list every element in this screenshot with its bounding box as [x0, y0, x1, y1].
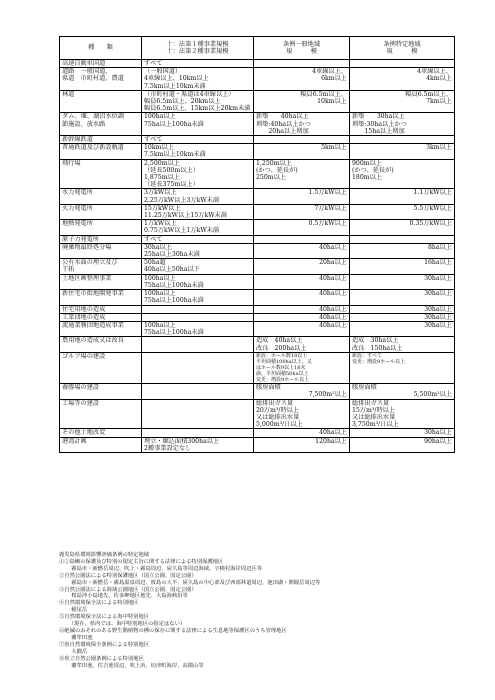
row-general-cell	[254, 113, 350, 136]
row-type-label: 地熱発電所	[62, 220, 93, 228]
note-line: ⑧県立自然公園条例による特別地区	[59, 655, 144, 662]
row-law-value: 7.5km以上10km未満	[144, 82, 206, 90]
row-special-cell	[350, 321, 455, 336]
row-special-cell	[350, 136, 455, 144]
notes-section	[59, 552, 459, 669]
row-special-value: 1.1万kW以上	[413, 189, 452, 197]
row-general-value: 5km以上	[321, 144, 347, 152]
row-special-value: 30ha以上	[424, 305, 452, 313]
row-general-value: 10km以上	[317, 98, 347, 106]
row-law-value: 100ha以上	[144, 321, 176, 329]
row-special-cell	[350, 290, 455, 305]
row-general-value: 総排出ガス量	[256, 399, 294, 407]
row-special-value: 5,500m²以上	[413, 391, 452, 399]
row-law-value: 幅員6.5m以上、20km以上	[144, 98, 221, 106]
row-type-cell	[60, 189, 142, 204]
table-row	[60, 321, 455, 336]
row-special-value: 改良 150ha以上	[352, 344, 403, 352]
row-law-cell	[142, 437, 254, 452]
note-line: ③自然公園法による海域公園地区（国立公園、国定公園）	[59, 586, 197, 593]
note-line: 大隅岳	[66, 648, 88, 655]
row-type-label: 土地区画整理事業	[62, 274, 112, 282]
row-law-value: （一般国道）	[144, 68, 182, 76]
row-special-cell	[350, 90, 455, 113]
row-general-value: 新設：ホール数18以上	[256, 352, 308, 359]
row-general-value: 又は総排出水量	[256, 414, 300, 421]
row-general-value: 40ha以上	[319, 290, 347, 298]
row-type-label: 県道 市町村道、農道	[62, 75, 124, 83]
row-law-value: 25ha以上30ha未満	[144, 251, 200, 259]
row-law-cell	[142, 90, 254, 113]
row-special-value: 5.5万kW以上	[413, 204, 452, 212]
row-general-cell	[254, 144, 350, 159]
row-type-label: 公有水面の埋立及び	[62, 259, 118, 267]
row-type-cell	[60, 90, 142, 113]
table-row	[60, 290, 455, 305]
row-special-value: 造成 30ha以上	[352, 337, 399, 345]
table-row	[60, 159, 455, 189]
row-type-label: 養豚場の建設	[62, 384, 100, 392]
table-row	[60, 189, 455, 204]
row-law-value: すべて	[144, 235, 163, 243]
row-law-cell	[142, 305, 254, 313]
note-line: 霧島市・新燃岳周辺、吹上・霧島周辺、屋久島等周辺海域、宇検村海岸周辺区等	[66, 565, 262, 572]
note-line: 稲尾岳	[66, 607, 88, 614]
row-type-cell	[60, 305, 142, 313]
row-special-value: 新築 30ha以上	[352, 113, 405, 121]
row-type-cell	[60, 259, 142, 274]
row-general-value: 5,000m³/日以上	[256, 421, 303, 429]
row-law-value: 11.25万kW以上15万kW未満	[144, 212, 227, 220]
row-law-value: 75ha以上100ha未満	[144, 120, 204, 128]
row-general-value: 20ha以上	[319, 259, 347, 267]
row-law-value: 10km以上	[144, 144, 174, 152]
row-law-value: 100ha以上	[144, 113, 176, 121]
row-law-value: 埋立・堀込面積300ha以上	[144, 437, 220, 445]
row-special-value: 変更：増設9ホール以上	[352, 358, 406, 365]
row-special-cell	[350, 384, 455, 399]
row-law-cell	[142, 204, 254, 219]
row-special-cell	[350, 274, 455, 289]
row-general-cell	[254, 352, 350, 383]
row-type-label: 節施設、放水路	[62, 120, 106, 128]
row-type-cell	[60, 337, 142, 352]
row-special-cell	[350, 337, 455, 352]
table-row	[60, 337, 455, 352]
row-type-label: 火力発電所	[62, 204, 93, 212]
row-general-value: 6km以上	[321, 75, 347, 83]
row-type-label: その他土地改変	[62, 429, 106, 437]
row-special-cell	[350, 243, 455, 258]
row-type-label: 水力発電所	[62, 189, 93, 197]
row-type-label: 工場等の建設	[62, 399, 100, 407]
table-row	[60, 68, 455, 91]
row-type-label: 干拓	[62, 266, 75, 274]
row-general-value: 4車線以上、	[312, 68, 347, 76]
row-law-value: 75ha以上100ha未満	[144, 329, 204, 337]
row-general-value: 20万m³/時以上	[256, 406, 300, 414]
row-type-cell	[60, 399, 142, 429]
row-general-value: 新築 40ha以上	[256, 113, 309, 121]
row-law-cell	[142, 235, 254, 243]
table-row	[60, 399, 455, 429]
row-law-value: 7.5km以上10km未満	[144, 151, 206, 159]
row-type-cell	[60, 429, 142, 437]
row-type-cell	[60, 313, 142, 321]
header-general-area: 条例一般地域 規 模	[254, 37, 350, 60]
row-general-cell	[254, 437, 350, 452]
row-general-value: 変更：増設9ホール以上	[256, 377, 310, 384]
row-law-cell	[142, 159, 254, 189]
row-type-label: 流通業務団地造成事業	[62, 321, 124, 329]
row-special-cell	[350, 259, 455, 274]
row-special-value: 900m以上	[352, 159, 383, 167]
table-row	[60, 60, 455, 68]
row-special-cell	[350, 220, 455, 235]
row-law-value: 75ha以上100ha未満	[144, 297, 204, 305]
row-special-value: 30ha以上	[424, 274, 452, 282]
row-general-cell	[254, 60, 350, 68]
row-law-value: （延長375m以上）	[144, 181, 199, 189]
row-general-cell	[254, 337, 350, 352]
note-line: ②自然公園法による特別保護地区（国立公園、国定公園）	[59, 572, 197, 579]
row-law-cell	[142, 337, 254, 352]
table-row	[60, 113, 455, 136]
row-law-cell	[142, 113, 254, 136]
row-general-cell	[254, 235, 350, 243]
row-type-label: 住宅用地の造成	[62, 305, 106, 313]
row-law-value: 100ha以上	[144, 290, 176, 298]
row-special-value: 4km以上	[426, 75, 452, 83]
row-general-value: 7,500m²以上	[308, 391, 347, 399]
table-row	[60, 243, 455, 258]
row-special-cell	[350, 305, 455, 313]
note-line: 霧島市・新燃岳・霧島温泉周辺、桜島の大半、屋久島の中心部及び西部林道周辺、池田湖・開聞岳周辺等	[66, 579, 321, 586]
row-law-cell	[142, 290, 254, 305]
row-general-cell	[254, 313, 350, 321]
row-type-cell	[60, 204, 142, 219]
row-general-value: 250m以上	[256, 174, 287, 182]
row-type-label: 原子力発電所	[62, 235, 100, 243]
note-line: 桜島沖小島地先、佐多岬地区地先、大島海峡沿等	[66, 593, 188, 600]
row-general-value: 0.5万kW以上	[308, 220, 347, 228]
row-law-value: 75ha以上100ha未満	[144, 281, 204, 289]
row-general-cell	[254, 321, 350, 336]
row-general-cell	[254, 290, 350, 305]
note-line: ④自然環境保全法による特別地区	[59, 600, 139, 607]
row-law-value: 2.25万kW以上3万kW未満	[144, 196, 220, 204]
row-general-value: 平坦面積100ha以上、又	[256, 358, 312, 365]
row-general-cell	[254, 136, 350, 144]
row-special-value: 3,750m³/日以上	[352, 421, 399, 429]
row-law-cell	[142, 321, 254, 336]
row-special-cell	[350, 437, 455, 452]
row-general-cell	[254, 259, 350, 274]
row-law-cell	[142, 144, 254, 159]
row-law-cell	[142, 243, 254, 258]
row-type-cell	[60, 136, 142, 144]
row-type-label: 道路 一般国道、	[62, 68, 112, 76]
row-special-cell	[350, 60, 455, 68]
row-type-cell	[60, 290, 142, 305]
row-general-cell	[254, 90, 350, 113]
note-line: ⑤自然環境保全法による海中特別地区	[59, 614, 150, 621]
row-special-cell	[350, 113, 455, 136]
table-row	[60, 305, 455, 313]
row-type-label: 新幹線鉄道	[62, 136, 93, 144]
row-special-cell	[350, 352, 455, 383]
row-special-value: 豚房面積	[352, 384, 377, 392]
row-law-value: （延長500m以上）	[144, 166, 199, 174]
row-law-cell	[142, 68, 254, 91]
row-special-value: 7km以上	[426, 98, 452, 106]
row-type-cell	[60, 243, 142, 258]
table-row	[60, 144, 455, 159]
row-law-value: 2,500m以上	[144, 159, 180, 167]
note-line: （現在、県内では、海中特別地区の指定はない）	[66, 621, 186, 628]
row-special-value: 180m以上	[352, 174, 383, 182]
row-law-value: 0.75万kW以上1万kW未満	[144, 227, 220, 235]
row-special-value: 90ha以上	[424, 437, 452, 445]
row-general-value: 40ha以上	[319, 243, 347, 251]
row-type-cell	[60, 274, 142, 289]
row-general-cell	[254, 429, 350, 437]
row-general-cell	[254, 384, 350, 399]
table-row	[60, 235, 455, 243]
row-law-value: 幅員6.5m以上、15km以上20km未満	[144, 105, 251, 113]
row-general-value: はホール数9以上18未	[256, 364, 306, 371]
row-type-cell	[60, 113, 142, 136]
row-special-value: 16ha以上	[424, 259, 452, 267]
row-general-value: 40ha以上	[319, 305, 347, 313]
table-row	[60, 204, 455, 219]
row-law-value: 1万kW以上	[144, 220, 177, 228]
row-general-value: 40ha以上	[319, 313, 347, 321]
note-line: 藺牟田池、住吉池周辺、吹上浜、坊津町海岸、高隈山等	[66, 662, 204, 669]
table-row	[60, 136, 455, 144]
table-row	[60, 90, 455, 113]
row-law-cell	[142, 136, 254, 144]
row-special-cell	[350, 159, 455, 189]
table-row	[60, 384, 455, 399]
row-law-value: すべて	[144, 60, 163, 67]
row-special-cell	[350, 429, 455, 437]
row-law-value: 40ha以上50ha以下	[144, 266, 200, 274]
row-type-cell	[60, 352, 142, 383]
table-row	[60, 429, 455, 437]
row-type-cell	[60, 68, 142, 91]
row-special-value: 30ha以上	[424, 290, 452, 298]
row-general-value: 40ha以上	[319, 274, 347, 282]
row-general-value: 7万kW以上	[314, 204, 347, 212]
table-row	[60, 437, 455, 452]
row-general-cell	[254, 305, 350, 313]
header-law-scale: 十：法第１種事業規模 十：法第２種事業規模	[142, 37, 254, 60]
row-general-value: 改良 200ha以上	[256, 344, 307, 352]
row-type-label: ゴルフ場の建設	[62, 352, 106, 360]
row-type-label: 高速自動車国道	[62, 60, 106, 67]
row-general-value: 1,250m以上	[256, 159, 292, 167]
row-type-label: 農用地の造成又は改良	[62, 337, 124, 345]
note-line: ①②島嶼の保護及び特別の規定主旨に関する法律による特別保護地区	[59, 558, 224, 565]
row-general-value: 造成 40ha以上	[256, 337, 303, 345]
row-general-cell	[254, 243, 350, 258]
row-general-value: (かつ、延長が)	[256, 166, 298, 174]
row-general-cell	[254, 220, 350, 235]
row-special-cell	[350, 204, 455, 219]
row-type-cell	[60, 321, 142, 336]
row-special-cell	[350, 235, 455, 243]
row-law-cell	[142, 384, 254, 399]
row-special-value: 15万m³/時以上	[352, 406, 396, 414]
row-law-cell	[142, 220, 254, 235]
row-general-value: 豚房面積	[256, 384, 281, 392]
row-law-value: 2種事業設定なし	[144, 444, 192, 452]
row-special-cell	[350, 189, 455, 204]
row-general-cell	[254, 274, 350, 289]
row-special-cell	[350, 313, 455, 321]
row-general-value: 40ha以上	[319, 321, 347, 329]
row-special-cell	[350, 399, 455, 429]
table-row	[60, 274, 455, 289]
table-row	[60, 220, 455, 235]
row-special-value: 0.35万kW以上	[409, 220, 452, 228]
row-special-value: 8ha以上	[428, 243, 452, 251]
row-type-cell	[60, 159, 142, 189]
row-type-label: 林道	[62, 90, 75, 98]
row-type-label: ダム、堰、湖沼水位調	[62, 113, 125, 121]
row-law-cell	[142, 399, 254, 429]
row-type-cell	[60, 220, 142, 235]
note-line: 鹿児島県環境影響評価条例の特定地域	[59, 552, 150, 558]
table-row	[60, 313, 455, 321]
row-special-value: 幅員6.5m以上、	[405, 90, 452, 98]
header-special-area: 条例特定地域 規 模	[350, 37, 455, 60]
note-line: ⑦県自然環境保全条例による特別地区	[59, 641, 150, 648]
row-type-label: 飛行場	[62, 159, 81, 167]
row-special-value: (かつ、延長が)	[352, 166, 394, 174]
row-law-cell	[142, 352, 254, 383]
eia-scale-table	[59, 36, 455, 453]
row-law-value: 30ha以上	[144, 243, 172, 251]
row-law-value: 3万kW以上	[144, 189, 177, 197]
row-general-value: 満、平坦面積50ha以上	[256, 371, 309, 377]
row-general-value: 20ha以上増加	[256, 127, 309, 135]
row-special-value: 増築:30ha以上かつ	[352, 120, 407, 128]
note-line: ⑥絶滅のおそれのある野生動植物の種の保存に関する法律による生息地等保護区のうち管理地区	[59, 627, 287, 634]
row-general-cell	[254, 189, 350, 204]
row-type-label: 廃棄物最終処分場	[62, 243, 112, 251]
table-header-row	[60, 37, 455, 60]
row-law-value: 1,875m以上	[144, 174, 180, 182]
row-special-value: 30ha以上	[424, 321, 452, 329]
row-type-label: 工業団地の造成	[62, 313, 106, 321]
row-law-value: （市町村道・県道は4車線以上）	[144, 90, 235, 98]
row-special-value: 4車線以上、	[417, 68, 452, 76]
row-general-value: 120ha以上	[315, 437, 347, 445]
row-law-value: 100ha以上	[144, 274, 176, 282]
row-special-value: 新設：すべて	[352, 352, 382, 359]
row-type-cell	[60, 60, 142, 68]
row-type-label: 普通鉄道及び新設軌道	[62, 144, 124, 152]
row-special-value: 30ha以上	[424, 313, 452, 321]
row-special-value: 15ha以上増加	[352, 127, 405, 135]
row-law-cell	[142, 429, 254, 437]
row-law-value: 15万kW以上	[144, 204, 181, 212]
row-type-cell	[60, 384, 142, 399]
row-law-value: すべて	[144, 136, 163, 144]
row-special-cell	[350, 144, 455, 159]
row-general-value: 増築:40ha以上かつ	[256, 120, 311, 128]
header-type: 種 類	[60, 37, 142, 60]
row-type-label: 港湾計画	[62, 437, 87, 445]
row-law-cell	[142, 313, 254, 321]
table-body	[60, 60, 455, 453]
table-row	[60, 352, 455, 383]
row-general-cell	[254, 68, 350, 91]
row-general-value: 幅員6.5m以上、	[300, 90, 347, 98]
row-type-cell	[60, 235, 142, 243]
row-general-cell	[254, 159, 350, 189]
row-type-cell	[60, 437, 142, 452]
row-type-label: 新住宅市街地開発事業	[62, 290, 124, 298]
row-special-value: 3km以上	[426, 144, 452, 152]
table-row	[60, 259, 455, 274]
row-law-cell	[142, 259, 254, 274]
row-special-value: 又は総排出水量	[352, 414, 396, 421]
row-general-value: 40ha以上	[319, 429, 347, 437]
row-type-cell	[60, 144, 142, 159]
row-general-value: 1.5万kW以上	[308, 189, 347, 197]
row-law-value: 50ha超	[144, 259, 166, 267]
row-law-cell	[142, 274, 254, 289]
note-line: 藺牟田池	[66, 634, 93, 641]
row-law-value: 4車線以上、10km以上	[144, 75, 209, 83]
row-special-value: 30ha以上	[424, 429, 452, 437]
row-special-cell	[350, 68, 455, 91]
row-general-cell	[254, 399, 350, 429]
row-general-cell	[254, 204, 350, 219]
row-law-cell	[142, 189, 254, 204]
row-special-value: 総排出ガス量	[352, 399, 390, 407]
row-law-cell	[142, 60, 254, 68]
